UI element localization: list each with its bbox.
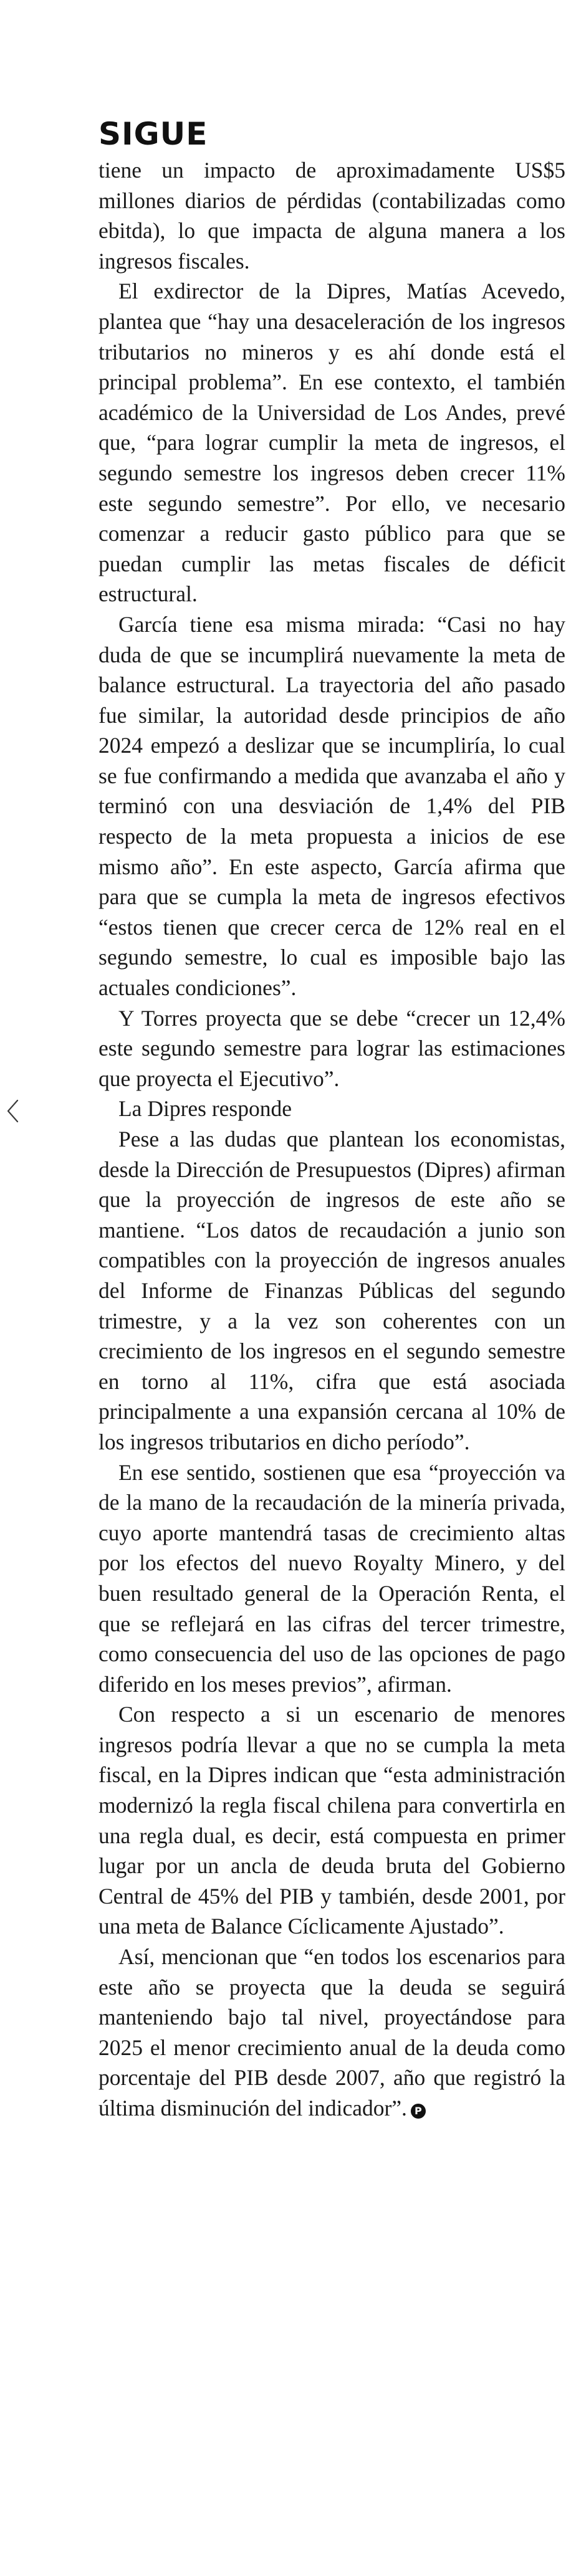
article-paragraph: Y Torres proyecta que se debe “crecer un 12,4% este segundo semestre para lograr las estimaciones que proyecta el Ejecutivo”. xyxy=(98,1005,565,1091)
article-paragraph: tiene un impacto de aproximadamente US$5 millones diarios de pérdidas (contabilizadas como ebitda), lo que impacta de alguna manera a los ingresos fiscales. xyxy=(98,158,565,274)
chevron-left-icon xyxy=(6,1099,19,1123)
article xyxy=(98,115,565,2124)
article-paragraph: García tiene esa misma mirada: “Casi no hay duda de que se incumplirá nuevamente la meta de balance estructural. La trayectoria del año pasado fue similar, la autoridad desde principios de año 2024 empezó a deslizar que se incumpliría, lo cual se fue confirmando a medida que avanzaba el año y terminó con una desviación de 1,4% del PIB respecto de la meta propuesta a inicios de ese mismo año”. En este aspecto, García afirma que para que se cumpla la meta de ingresos efectivos “estos tienen que crecer cerca de 12% real en el segundo semestre, lo cual es imposible bajo las actuales condiciones”. xyxy=(98,611,565,1001)
article-paragraph: Pese a las dudas que plantean los economistas, desde la Dirección de Presupuestos (Dipres) afirman que la proyección de ingresos de este año se mantiene. “Los datos de recaudación a junio son compatibles con la proyección de ingresos anuales del Informe de Finanzas Públicas del segundo trimestre, y a la vez son coherentes con un crecimiento de los ingresos en el segundo semestre en torno al 11%, cifra que está asociada principalmente a una expansión cercana al 10% de los ingresos tributarios en dicho período”. xyxy=(98,1127,565,1454)
article-last-paragraph xyxy=(98,1942,565,2124)
article-paragraph: En ese sentido, sostienen que esa “proyección va de la mano de la recaudación de la minería privada, cuyo aporte mantendrá tasas de crecimiento altas por los efectos del nuevo Royalty Minero, y del buen resultado general de la Operación Renta, el que se reflejará en las cifras del tercer trimestre, como consecuencia del uso de las opciones de pago diferido en los meses previos”, afirman. xyxy=(98,1459,565,1697)
article-paragraph: El exdirector de la Dipres, Matías Acevedo, plantea que “hay una desaceleración de los ingresos tributarios no mineros y es ahí donde está el principal problema”. En ese contexto, el también académico de la Universidad de Los Andes, prevé que, “para lograr cumplir la meta de ingresos, el segundo semestre los ingresos deben crecer 11% este segundo semestre”. Por ello, ve necesario comenzar a reducir gasto público para que se puedan cumplir las metas fiscales de déficit estructural. xyxy=(98,279,565,607)
end-of-article-icon: P xyxy=(411,2104,426,2119)
article-subheading: La Dipres responde xyxy=(118,1096,292,1122)
section-kicker: SIGUE xyxy=(98,116,208,152)
article-last-paragraph-text: Así, mencionan que “en todos los escenarios para este año se proyecta que la deuda se seguirá manteniendo bajo tal nivel, proyectándose para 2025 el menor crecimiento anual de la deuda como porcentaje del PIB desde 2007, año que registró la última disminución del indicador”. xyxy=(98,1944,565,2120)
article-paragraph: Con respecto a si un escenario de menores ingresos podría llevar a que no se cumpla la meta fiscal, en la Dipres indican que “esta administración modernizó la regla fiscal chilena para convertirla en una regla dual, es decir, está compuesta en primer lugar por un ancla de deuda bruta del Gobierno Central de 45% del PIB y también, desde 2001, por una meta de Balance Cíclicamente Ajustado”. xyxy=(98,1702,565,1939)
previous-page-button[interactable] xyxy=(1,1095,24,1127)
